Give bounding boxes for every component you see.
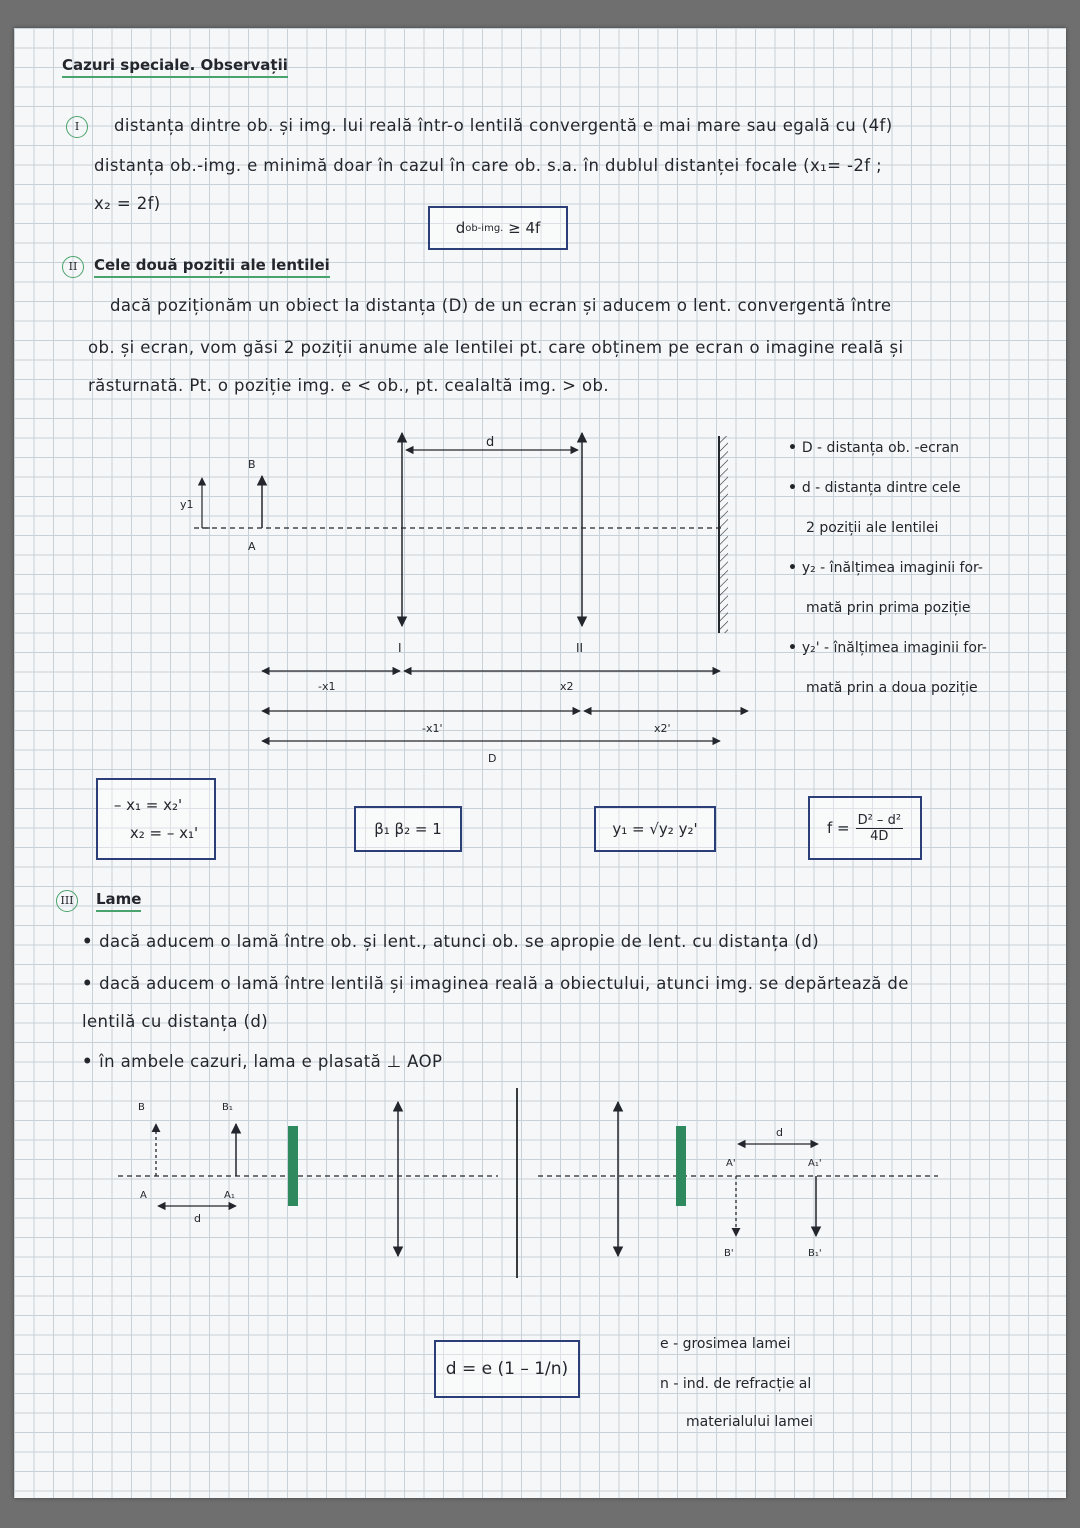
formula-min-d: d	[455, 219, 466, 237]
screen-hatch	[720, 436, 728, 633]
page-title: Cazuri speciale. Observații	[62, 56, 288, 78]
label-D: D	[488, 752, 497, 765]
formula-f-num: D² – d²	[857, 812, 902, 828]
left-plate	[288, 1126, 298, 1206]
label-A-prime: A'	[726, 1158, 736, 1169]
label-II: II	[576, 641, 584, 655]
formula-f	[808, 796, 922, 860]
plate-diagram	[14, 1088, 1066, 1318]
legend-d-cont: 2 poziții ale lentilei	[806, 520, 939, 536]
label-left-A: A	[140, 1190, 147, 1201]
section-2-line-3: răsturnată. Pt. o poziție img. e < ob., pt. cealaltă img. > ob.	[88, 376, 610, 395]
section-3-title: Lame	[96, 890, 141, 912]
right-plate	[676, 1126, 686, 1206]
section-1-line-1: distanța dintre ob. și img. lui reală într-o lentilă convergentă e mai mare sau egală cu (4f)	[114, 116, 893, 135]
formula-beta: β₁ β₂ = 1	[354, 806, 462, 852]
section-1-number: I	[66, 116, 88, 138]
legend-y2: • y₂ - înălțimea imaginii for-	[788, 560, 983, 576]
label-B: B	[248, 458, 256, 471]
legend-y2-prime: • y₂' - înălțimea imaginii for-	[788, 640, 987, 656]
label-x2: x2	[560, 680, 574, 693]
section-2-line-1: dacă poziționăm un obiect la distanța (D) de un ecran și aducem o lent. convergentă între	[110, 296, 892, 315]
label-I: I	[398, 641, 402, 655]
section-1-line-3: x₂ = 2f)	[94, 194, 161, 213]
label-right-d: d	[776, 1126, 783, 1139]
label-left-d: d	[194, 1212, 201, 1225]
formula-x2: x₂ = – x₁'	[129, 824, 199, 842]
label-left-B: B	[138, 1102, 145, 1113]
legend-n: n - ind. de refracție al	[660, 1376, 812, 1392]
label-minus-x1-prime: -x1'	[422, 722, 443, 735]
section-3-bullet-2-cont: lentilă cu distanța (d)	[82, 1012, 269, 1031]
label-B1: B₁	[222, 1102, 233, 1113]
label-A1: A₁	[224, 1190, 235, 1201]
formula-x-relations	[96, 778, 216, 860]
section-3-bullet-2: • dacă aducem o lamă între lentilă și imaginea reală a obiectului, atunci img. se depărtează de	[82, 974, 909, 993]
section-3-bullet-1: • dacă aducem o lamă între ob. și lent., atunci ob. se apropie de lent. cu distanța (d)	[82, 932, 819, 951]
label-A: A	[248, 540, 256, 553]
formula-x1: – x₁ = x₂'	[113, 796, 183, 814]
section-3-number: III	[56, 890, 78, 912]
formula-y1: y₁ = √y₂ y₂'	[594, 806, 716, 852]
legend-D: • D - distanța ob. -ecran	[788, 440, 959, 456]
legend-n-cont: materialului lamei	[686, 1414, 814, 1430]
formula-f-lhs: f =	[826, 819, 850, 837]
formula-plate-shift: d = e (1 – 1/n)	[434, 1340, 580, 1398]
section-2-line-2: ob. și ecran, vom găsi 2 poziții anume ale lentilei pt. care obținem pe ecran o imagine reală și	[88, 338, 904, 357]
label-B-prime: B'	[724, 1248, 734, 1259]
label-y1: y1	[180, 498, 194, 511]
label-d: d	[486, 435, 495, 450]
formula-min-sub: ob-img.	[465, 222, 504, 234]
label-A1-prime: A₁'	[808, 1158, 822, 1169]
section-3-bullet-3: • în ambele cazuri, lama e plasată ⊥ AOP	[82, 1052, 442, 1071]
section-1-line-2: distanța ob.-img. e minimă doar în cazul în care ob. s.a. în dublul distanței focale (x₁= -2f ;	[94, 156, 883, 175]
notebook-page	[14, 28, 1066, 1498]
label-minus-x1: -x1	[318, 680, 336, 693]
label-x2-prime: x2'	[654, 722, 671, 735]
legend-y2-prime-cont: mată prin a doua poziție	[806, 680, 978, 696]
formula-f-den: 4D	[870, 828, 889, 844]
legend-y2-cont: mată prin prima poziție	[806, 600, 971, 616]
legend-d: • d - distanța dintre cele	[788, 480, 961, 496]
formula-min-rel: ≥ 4f	[508, 219, 541, 237]
section-2-title: Cele două poziții ale lentilei	[94, 256, 330, 278]
label-B1-prime: B₁'	[808, 1248, 822, 1259]
legend-e: e - grosimea lamei	[660, 1336, 791, 1352]
section-2-number: II	[62, 256, 84, 278]
lens-positions-diagram	[14, 28, 1066, 788]
